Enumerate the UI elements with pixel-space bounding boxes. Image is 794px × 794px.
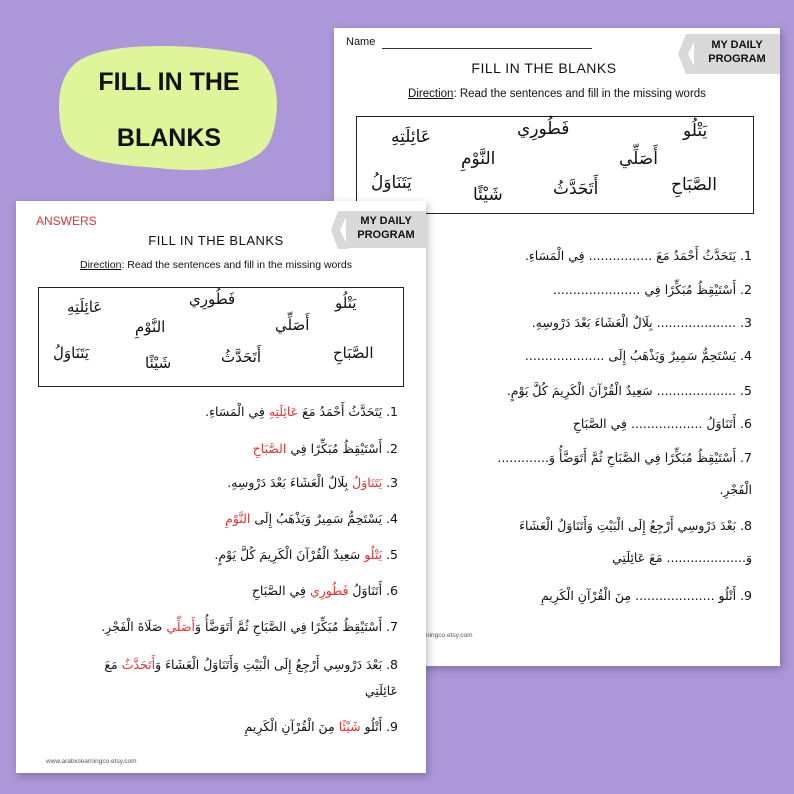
sentence-text: بَعْدَ دَرْوسِي أَرْجِعُ إِلَى الْبَيْتِ وَأَتَنَاوَلُ الْعَشَاءَ وَ (155, 657, 383, 672)
title-badge (58, 44, 280, 172)
worksheet-answers (16, 201, 426, 773)
answer-sentence (104, 657, 398, 672)
sentence-number: 8. (386, 657, 398, 672)
word-bank-item: يَتْلُو (683, 121, 708, 141)
sentence-text: صَلَاةَ الْفَجْرِ. (101, 619, 167, 634)
sentence-number: 2. (386, 441, 398, 456)
direction-text (16, 259, 416, 271)
badge-line2: BLANKS (116, 124, 222, 152)
answer-word: يَتْلُو (364, 547, 383, 562)
word-bank-item: النَّوْمِ (461, 149, 496, 169)
answer-sentence (101, 619, 398, 634)
word-bank-item: يَتَنَاوَلُ (371, 173, 412, 193)
sentence-number: 9. (386, 719, 398, 734)
sentence-text: فِي الصَّبَاحِ (251, 583, 310, 598)
footer-url: www.arabiclearningco.etsy.com (46, 758, 137, 765)
answer-word: النَّوْمِ (225, 511, 251, 526)
answer-sentence (245, 719, 398, 734)
sentence-number: 4. (386, 511, 398, 526)
sentence-number: 5. (386, 547, 398, 562)
sentence: 1. يَتَحَدَّثُ أَحْمَدُ مَعَ ................ فِي الْمَسَاءِ. (524, 248, 752, 263)
sentence-text: أَتْلُو (360, 719, 383, 734)
direction-label: Direction (408, 88, 454, 100)
answer-sentence (365, 683, 398, 698)
word-bank-item: فَطُورِي (189, 290, 236, 308)
word-bank-item: أَصَلِّي (275, 316, 310, 334)
sentence-text: أَسْتَيْقِظُ مُبَكِّرًا فِي الصَّبَاحِ ثُمَّ أَتَوَضَّأُ وَ (194, 619, 383, 634)
sentence: 5. .................... سَعِيدٌ الْقُرْآنَ الْكَرِيمَ كُلَّ يَوْمٍ. (506, 383, 752, 398)
direction-text (334, 88, 780, 100)
answer-sentence (225, 511, 398, 526)
sentence-text: عَائِلَتِي (364, 683, 398, 698)
sheet-title: FILL IN THE BLANKS (148, 233, 284, 248)
sentence: 6. أَتَنَاوَلُ .................. فِي الصَّبَاحِ (572, 416, 752, 431)
answer-word: يَتَنَاوَلُ (352, 475, 383, 490)
word-bank-item: عَائِلَتِهِ (67, 298, 103, 316)
answer-sentence (214, 547, 398, 562)
sentence-number: 7. (386, 619, 398, 634)
name-label: Name (346, 36, 376, 48)
badge-title (58, 44, 280, 166)
program-line1: MY DAILY (360, 215, 412, 227)
program-line1: MY DAILY (711, 39, 763, 51)
sentence-number: 6. (386, 583, 398, 598)
sentence-text: يَسْتَحِمُّ سَمِيرٌ وَيَذْهَبُ إِلَى (250, 511, 383, 526)
word-bank-item: النَّوْمِ (135, 318, 166, 336)
sentence: 9. أَتْلُو .................... مِنَ الْقُرْآنِ الْكَرِيمِ (540, 588, 752, 603)
name-line (382, 36, 592, 49)
sentence: 7. أَسْتَيْقِظُ مُبَكِّرًا فِي الصَّبَاحِ ثُمَّ أَتَوَضَّأُ وَ............. (497, 450, 752, 465)
answer-sentence (227, 475, 398, 490)
sentence-text: بِلَالٌ الْعَشَاءَ بَعْدَ دَرْوسِهِ. (227, 475, 353, 490)
sentence: 3. .................... بِلَالٌ الْعَشَاءَ بَعْدَ دَرْوسِهِ. (531, 315, 752, 330)
direction-body: : Read the sentences and fill in the missing words (121, 259, 352, 271)
word-bank-item: فَطُورِي (517, 119, 570, 139)
word-bank (356, 116, 754, 214)
sentence-text: يَتَحَدَّثُ أَحْمَدُ مَعَ (298, 404, 383, 419)
word-bank-item: عَائِلَتِهِ (391, 127, 431, 147)
answer-sentence (205, 404, 398, 419)
word-bank-item: أَتَحَدَّثُ (553, 179, 599, 199)
word-bank-item: أَصَلِّي (619, 149, 658, 169)
word-bank-item: الصَّبَاحِ (671, 175, 717, 195)
sentence-text: مَعَ (104, 657, 122, 672)
answer-word: أَصَلِّي (166, 619, 195, 634)
word-bank-item: أَتَحَدَّثُ (221, 348, 262, 366)
sentence-number: 3. (386, 475, 398, 490)
direction-label: Direction (80, 259, 122, 271)
answer-word: أَتَحَدَّثُ (121, 657, 156, 672)
sentence: 4. يَسْتَحِمُّ سَمِيرٌ وَيَذْهَبُ إِلَى .................... (524, 348, 752, 363)
program-line2: PROGRAM (708, 53, 766, 65)
sentence: الْفَجْرِ. (719, 482, 752, 497)
word-bank-item: شَيْئًا (145, 354, 172, 372)
sentence: 2. أَسْتَيْقِظُ مُبَكِّرًا فِي ...................... (552, 282, 752, 297)
answer-word: فَطُورِي (309, 583, 349, 598)
footer-url: ningco.etsy.com (426, 632, 473, 639)
answer-word: الصَّبَاحِ (252, 441, 287, 456)
sentence: 8. بَعْدَ دَرْوسِي أَرْجِعُ إِلَى الْبَيْتِ وَأَتَنَاوَلُ الْعَشَاءَ (519, 518, 752, 533)
word-bank-item: الصَّبَاحِ (333, 344, 374, 362)
sentence-number: 1. (386, 404, 398, 419)
sentence-text: أَتَنَاوَلُ (348, 583, 383, 598)
word-bank-item: يَتَنَاوَلُ (53, 344, 89, 362)
word-bank (38, 287, 404, 387)
sentence-text: سَعِيدٌ الْقُرْآنَ الْكَرِيمَ كُلَّ يَوْمٍ. (214, 547, 365, 562)
sentence-text: أَسْتَيْقِظُ مُبَكِّرًا فِي (286, 441, 383, 456)
sheet-title: FILL IN THE BLANKS (471, 60, 617, 76)
word-bank-item: شَيْئًا (473, 185, 503, 205)
word-bank-item: يَتْلُو (335, 294, 357, 312)
direction-body: : Read the sentences and fill in the missing words (453, 88, 706, 100)
answer-sentence (252, 583, 398, 598)
answer-sentence (253, 441, 398, 456)
answer-word: شَيْئًا (338, 719, 361, 734)
sentence-text: فِي الْمَسَاءِ. (205, 404, 269, 419)
answers-label: ANSWERS (36, 214, 97, 228)
answer-word: عَائِلَتِهِ (268, 404, 299, 419)
sentence: وَ.................... مَعَ عَائِلَتِي (612, 550, 752, 565)
badge-line1: FILL IN THE (98, 68, 240, 96)
program-line2: PROGRAM (357, 229, 415, 241)
sentence-text: مِنَ الْقُرْآنِ الْكَرِيمِ (244, 719, 339, 734)
